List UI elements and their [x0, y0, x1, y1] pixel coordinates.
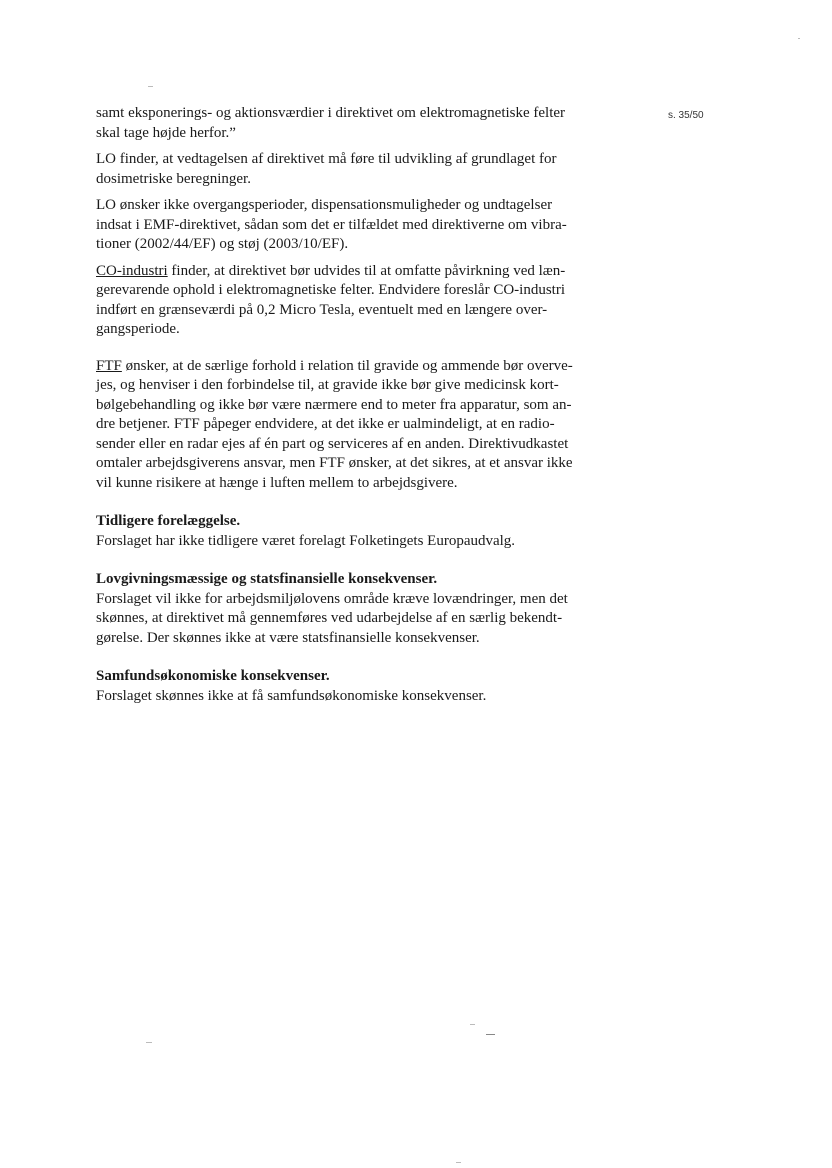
paragraph-lo-dosimetri	[96, 150, 626, 189]
section-heading: Samfundsøkonomiske konsekvenser.	[96, 668, 330, 684]
section-samfundsokonomi	[96, 667, 626, 706]
scan-speck	[798, 38, 800, 39]
section-tidligere-forelaeggelse	[96, 512, 626, 551]
document-body	[96, 104, 626, 706]
section-lovgivning	[96, 570, 626, 648]
scan-speck	[486, 1034, 495, 1035]
section-heading: Tidligere forelæggelse.	[96, 513, 241, 529]
paragraph-co-industri	[96, 262, 626, 340]
text-line: LO ønsker ikke overgangsperioder, dispensationsmuligheder og undtagelser	[96, 197, 553, 213]
paragraph-lo-overgang	[96, 196, 626, 255]
text-line: indført en grænseværdi på 0,2 Micro Tesla, eventuelt med en længere over-	[96, 301, 548, 318]
page-number: s. 35/50	[668, 110, 704, 121]
text-line: ønsker, at de særlige forhold i relation til gravide og ammende bør overve-	[121, 357, 573, 374]
text-line: Forslaget vil ikke for arbejdsmiljølovens område kræve lovændringer, men det	[96, 590, 568, 607]
org-name-co-industri: CO-industri	[96, 262, 168, 279]
text-line: sender eller en radar ejes af én part og serviceres af en anden. Direktivudkastet	[96, 435, 569, 452]
text-line: bølgebehandling og ikke bør være nærmere end to meter fra apparatur, som an-	[96, 396, 572, 413]
text-line: gerevarende ophold i elektromagnetiske felter. Endvidere foreslår CO-industri	[96, 282, 565, 298]
text-line: finder, at direktivet bør udvides til at omfatte påvirkning ved læn-	[167, 262, 566, 279]
text-line: indsat i EMF-direktivet, sådan som det er tilfældet med direktiverne om vibra-	[96, 216, 567, 233]
paragraph-eksponering	[96, 104, 626, 143]
text-line: gangsperiode.	[96, 321, 180, 337]
text-line: vil kunne risikere at hænge i luften mellem to arbejdsgivere.	[96, 474, 458, 491]
org-name-ftf: FTF	[96, 357, 122, 374]
scan-speck	[456, 1162, 461, 1163]
text-line: jes, og henviser i den forbindelse til, at gravide ikke bør give medicinsk kort-	[96, 377, 559, 393]
text-line: gørelse. Der skønnes ikke at være statsfinansielle konsekvenser.	[96, 629, 480, 646]
text-line: LO finder, at vedtagelsen af direktivet må føre til udvikling af grundlaget for	[96, 151, 557, 167]
text-line: tioner (2002/44/EF) og støj (2003/10/EF).	[96, 236, 349, 252]
section-heading: Lovgivningsmæssige og statsfinansielle konsekvenser.	[96, 571, 438, 587]
text-line: skal tage højde herfor.”	[96, 124, 236, 141]
text-line: samt eksponerings- og aktionsværdier i direktivet om elektromagnetiske felter	[96, 105, 566, 121]
scan-speck	[470, 1024, 475, 1025]
paragraph-ftf	[96, 357, 626, 494]
text-line: Forslaget skønnes ikke at få samfundsøkonomiske konsekvenser.	[96, 687, 487, 704]
text-line: dre betjener. FTF påpeger endvidere, at det ikke er ualmindeligt, at en radio-	[96, 416, 555, 432]
scan-speck	[146, 1042, 152, 1043]
text-line: omtaler arbejdsgiverens ansvar, men FTF ønsker, at det sikres, at et ansvar ikke	[96, 455, 573, 471]
text-line: Forslaget har ikke tidligere været forelagt Folketingets Europaudvalg.	[96, 532, 516, 549]
text-line: dosimetriske beregninger.	[96, 170, 251, 187]
scan-speck	[148, 86, 153, 87]
text-line: skønnes, at direktivet må gennemføres ved udarbejdelse af en særlig bekendt-	[96, 610, 563, 626]
